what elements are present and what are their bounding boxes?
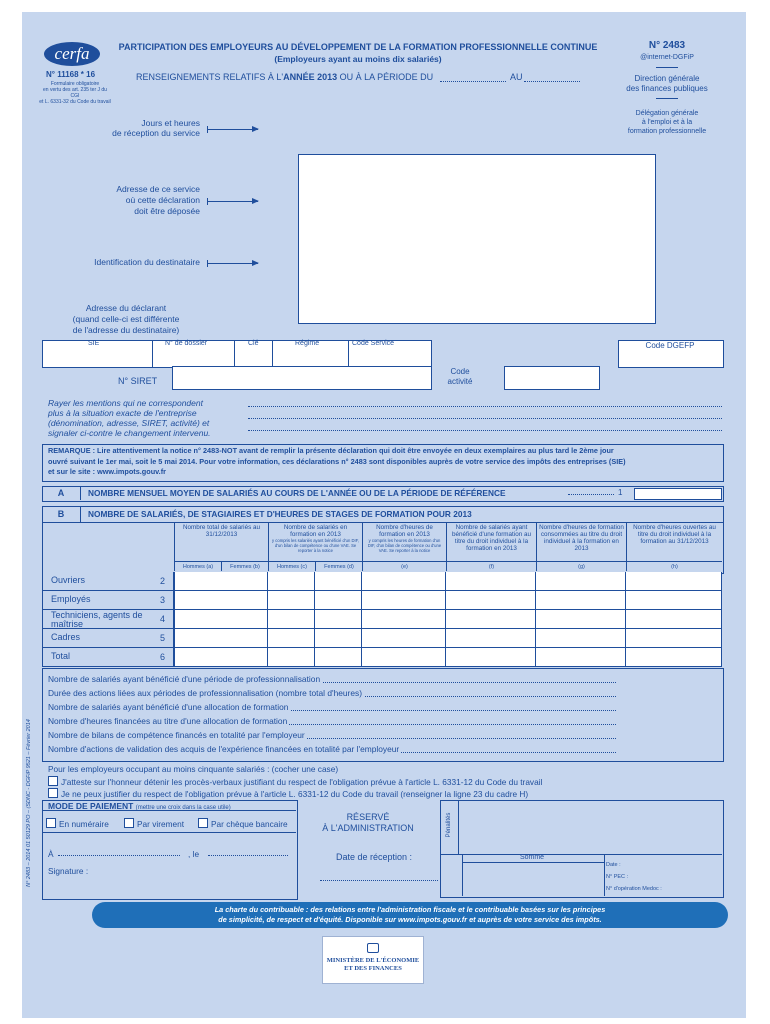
row-number: 5 — [159, 633, 165, 643]
section-a-label: NOMBRE MENSUEL MOYEN DE SALARIÉS AU COURS DE L'ANNÉE OU DE LA PÉRIODE DE RÉFÉRENCE — [88, 488, 506, 498]
table-cell[interactable] — [362, 648, 446, 667]
dgefp-line: Délégation générale — [635, 110, 699, 117]
place-label: À — [48, 849, 54, 859]
payment-transfer-text: Par virement — [137, 819, 185, 829]
line-label: Nombre de bilans de compétence financés en totalité par l'employeur — [48, 730, 305, 740]
column-header-note: y compris les heures de formation d'un DIF, d'un bilan de compétence ou d'une VAE. Se reporter à la notice — [367, 538, 442, 553]
fifty-option-2[interactable] — [48, 788, 528, 799]
payment-title-text: MODE DE PAIEMENT — [48, 801, 134, 811]
declarant-line: (quand celle-ci est différente — [72, 314, 180, 324]
charter-line: La charte du contribuable : des relations entre l'administration fiscale et le contribuable basées sur les principes — [214, 905, 606, 914]
column-header — [626, 523, 722, 561]
arrow-icon — [208, 263, 258, 264]
date-field[interactable] — [208, 855, 288, 856]
declarant-line: Adresse du déclarant — [85, 303, 167, 313]
reception-date-label: Date de réception : — [336, 852, 413, 862]
remark-line: REMARQUE : Lire attentivement la notice n° 2483-NOT avant de remplir la présente déclaration qui doit être envoyée en deux exemplaires au plus tard le 2ème jour — [48, 446, 614, 455]
table-cell[interactable] — [626, 572, 722, 591]
table-cell[interactable] — [362, 572, 446, 591]
arrow-icon — [208, 129, 258, 130]
section-b-label: NOMBRE DE SALARIÉS, DE STAGIAIRES ET D'HEURES DE STAGES DE FORMATION POUR 2013 — [88, 509, 472, 519]
line-label: Nombre d'heures financées au titre d'une allocation de formation — [48, 716, 288, 726]
dgefp-line: à l'emploi et à la — [641, 119, 693, 126]
reserved-line: RÉSERVÉ — [346, 812, 390, 822]
code-activite-label — [428, 367, 492, 387]
code-service-label: Code Service — [352, 340, 395, 347]
table-cell[interactable] — [536, 572, 626, 591]
code-activite-line: activité — [447, 377, 473, 386]
table-cell[interactable] — [268, 572, 315, 591]
correction-field[interactable] — [248, 406, 722, 407]
column-subheader: (h) — [626, 561, 722, 571]
column-header-text: Nombre d'heures de formation consommées au titre du droit individuel à la formation en 2013 — [539, 524, 624, 552]
siret-label: N° SIRET — [118, 376, 158, 386]
column-header — [446, 523, 536, 561]
service-line: où cette déclaration — [125, 195, 200, 205]
table-cell[interactable] — [536, 610, 626, 629]
row-label-text: Total — [51, 651, 71, 661]
period-year: ANNÉE 2013 — [283, 72, 338, 82]
section-b-letter: B — [42, 506, 81, 522]
table-cell[interactable] — [268, 648, 315, 667]
table-cell[interactable] — [221, 629, 268, 648]
row-number: 2 — [159, 576, 165, 586]
form-title: PARTICIPATION DES EMPLOYEURS AU DÉVELOPPEMENT DE LA FORMATION PROFESSIONNELLE CONTINUE — [118, 42, 598, 52]
divider — [462, 854, 463, 896]
table-cell[interactable] — [362, 629, 446, 648]
table-cell[interactable] — [174, 572, 222, 591]
corrections-line: (dénomination, adresse, SIRET, activité) et — [48, 418, 210, 428]
correction-field[interactable] — [248, 430, 722, 431]
dgfip-label — [614, 74, 720, 94]
table-cell[interactable] — [315, 629, 362, 648]
table-cell[interactable] — [221, 572, 268, 591]
divider — [272, 340, 273, 367]
divider — [42, 810, 296, 811]
service-line: doit être déposée — [134, 206, 200, 216]
payment-note: (mettre une croix dans la case utile) — [135, 805, 231, 811]
signature-label: Signature : — [48, 866, 89, 876]
table-cell[interactable] — [221, 591, 268, 610]
section-a-input[interactable] — [634, 488, 722, 500]
table-cell[interactable] — [626, 648, 722, 667]
internet-label: @internet-DGFiP — [640, 54, 694, 61]
column-subheader: Femmes (d) — [315, 561, 362, 571]
column-subheader: (e) — [362, 561, 446, 571]
payment-cheque[interactable] — [198, 818, 288, 829]
corrections-note — [48, 398, 244, 438]
ministry-line: ET DES FINANCES — [344, 965, 402, 972]
declarant-line: de l'adresse du destinataire) — [72, 325, 180, 335]
divider — [152, 340, 153, 367]
row-label — [42, 572, 174, 591]
line-label: Nombre d'actions de validation des acquis de l'expérience financées en totalité par l'employeur — [48, 744, 400, 754]
side-reference: N° 2483 – 2014 01 50129 PO – (SDNC - DGFiP 9521 – Février 2014 — [26, 719, 32, 887]
row-label — [42, 610, 174, 629]
form-page — [22, 12, 746, 1018]
checkbox[interactable] — [46, 818, 56, 828]
payment-cheque-text: Par chèque bancaire — [211, 819, 288, 829]
row-label-text: Cadres — [51, 632, 81, 642]
table-cell[interactable] — [362, 610, 446, 629]
reception-label — [82, 118, 200, 138]
period-mid: OU À LA PÉRIODE DU — [337, 72, 434, 82]
reserved-line: À L'ADMINISTRATION — [322, 823, 414, 833]
table-cell[interactable] — [174, 629, 222, 648]
table-cell[interactable] — [446, 591, 536, 610]
column-subheader: Hommes (c) — [268, 561, 315, 571]
dgefp-label — [606, 109, 728, 136]
regime-label: Régime — [295, 340, 320, 347]
penalties-text: Pénalités — [446, 812, 452, 838]
recipient-label: Identification du destinataire — [94, 257, 200, 267]
siret-input[interactable] — [172, 366, 432, 390]
remark-line: et sur le site : www.impots.gouv.fr — [48, 467, 166, 476]
column-header-text: Nombre de salariés ayant bénéficié d'une formation au titre du droit individuel à la formation en 2013 — [452, 524, 531, 552]
dossier-label: N° de dossier — [165, 340, 208, 347]
cerfa-number: N° 11168 * 16 — [46, 70, 96, 79]
code-activite-line: Code — [450, 367, 470, 376]
admin-date-label: Date : — [606, 862, 621, 868]
column-header — [362, 523, 446, 561]
divider — [656, 98, 678, 99]
penalties-label — [440, 800, 459, 854]
period-to-field[interactable] — [524, 73, 580, 82]
code-activite-input[interactable] — [504, 366, 600, 390]
charter-line: de simplicité, de respect et d'équité. Disponible sur www.impots.gouv.fr et auprès de votre service des impôts. — [218, 915, 602, 924]
reception-line: de réception du service — [112, 128, 200, 138]
table-cell[interactable] — [536, 591, 626, 610]
column-subheader: (f) — [446, 561, 536, 571]
table-cell[interactable] — [268, 591, 315, 610]
dgefp-line: formation professionnelle — [627, 128, 707, 135]
column-subheader: Hommes (a) — [174, 561, 221, 571]
payment-cash-text: En numéraire — [59, 819, 109, 829]
dgfip-line: Direction générale — [634, 74, 700, 83]
divider — [42, 832, 296, 833]
line-label: Durée des actions liées aux périodes de professionnalisation (nombre total d'heures) — [48, 688, 362, 698]
leader-dots — [568, 494, 614, 495]
divider — [348, 340, 349, 367]
column-header — [174, 523, 268, 561]
legal-note-line: en vertu des art. 235 ter J du CGI — [43, 87, 107, 99]
form-subtitle: (Employeurs ayant au moins dix salariés) — [274, 54, 442, 64]
line-label: Nombre de salariés ayant bénéficié d'une allocation de formation — [48, 702, 289, 712]
period-prefix: RENSEIGNEMENTS RELATIFS À L' — [136, 72, 284, 82]
row-number: 3 — [159, 595, 165, 605]
table-cell[interactable] — [446, 648, 536, 667]
date-label: , le — [188, 849, 200, 859]
column-header — [268, 523, 362, 561]
service-line: Adresse de ce service — [116, 184, 200, 194]
legal-note — [38, 81, 112, 105]
column-subheader: (g) — [536, 561, 626, 571]
column-header-note: y compris les salariés ayant bénéficié d'un DIF, d'un bilan de compétence ou d'une VAE. Se reporter à la notice — [272, 538, 359, 553]
table-cell[interactable] — [315, 572, 362, 591]
row-label-text: Ouvriers — [51, 575, 86, 585]
row-label-text: Techniciens, agents de maîtrise — [51, 610, 143, 629]
row-label — [42, 629, 174, 648]
table-cell[interactable] — [268, 610, 315, 629]
corrections-line: Rayer les mentions qui ne correspondent — [48, 398, 203, 408]
column-header-text: Nombre total de salariés au 31/12/2013 — [182, 524, 260, 538]
reception-line: Jours et heures — [141, 118, 200, 128]
table-cell[interactable] — [221, 648, 268, 667]
row-label — [42, 591, 174, 610]
column-subheader: Femmes (b) — [221, 561, 268, 571]
remark-text — [48, 446, 720, 478]
table-cell[interactable] — [315, 648, 362, 667]
service-label — [82, 184, 200, 217]
form-number: N° 2483 — [648, 40, 686, 51]
reserved-label — [312, 812, 424, 834]
divider — [234, 340, 235, 367]
payment-cash[interactable] — [46, 818, 109, 829]
divider — [656, 67, 678, 68]
pec-label: N° PEC : — [606, 874, 629, 880]
reception-date-field[interactable] — [320, 880, 438, 881]
checkbox[interactable] — [48, 788, 58, 798]
checkbox[interactable] — [198, 818, 208, 828]
legal-note-line: et L. 6331-32 du Code du travail — [39, 99, 111, 105]
corrections-line: signaler ci-contre le changement intervenu. — [48, 428, 211, 438]
table-cell[interactable] — [446, 572, 536, 591]
table-cell[interactable] — [626, 610, 722, 629]
section-a-line-number: 1 — [618, 488, 623, 497]
code-dgefp-label: Code DGEFP — [645, 341, 695, 350]
fifty-option-2-text: Je ne peux justifier du respect de l'obligation prévue à l'article L. 6331-12 du Code du travail (renseigner la ligne 23 du cadre H) — [61, 789, 529, 799]
correction-field[interactable] — [248, 418, 722, 419]
period-line — [136, 72, 433, 82]
period-from-field[interactable] — [440, 73, 506, 82]
service-address-box[interactable] — [298, 154, 656, 324]
medoc-label: N° d'opération Medoc : — [606, 886, 662, 892]
date-label-text: le — [192, 849, 200, 859]
column-header-text: Nombre d'heures de formation en 2013 — [376, 524, 433, 538]
section-a-letter: A — [42, 486, 81, 500]
marianne-icon — [367, 943, 379, 953]
table-cell[interactable] — [626, 591, 722, 610]
fifty-intro: Pour les employeurs occupant au moins cinquante salariés : (cocher une case) — [48, 764, 339, 774]
declarant-label — [52, 303, 200, 336]
amount-label: Somme — [519, 854, 545, 861]
payment-box — [42, 800, 298, 900]
line-label: Nombre de salariés ayant bénéficié d'une période de professionnalisation — [48, 674, 321, 684]
cle-label: Clé — [248, 340, 259, 347]
row-number: 6 — [159, 652, 165, 662]
period-to-label: AU — [510, 72, 523, 82]
ministry-line: MINISTÈRE DE L'ÉCONOMIE — [326, 957, 420, 964]
table-cell[interactable] — [536, 648, 626, 667]
place-field[interactable] — [58, 855, 180, 856]
payment-transfer[interactable] — [124, 818, 184, 829]
column-header-text: Nombre d'heures ouvertes au titre du droit individuel à la formation au 31/12/2013 — [633, 524, 716, 545]
table-cell[interactable] — [626, 629, 722, 648]
cerfa-logo: cerfa — [44, 42, 100, 66]
sie-label: SIE — [88, 340, 100, 347]
table-cell[interactable] — [315, 610, 362, 629]
table-cell[interactable] — [446, 610, 536, 629]
admin-box — [440, 800, 724, 898]
checkbox[interactable] — [124, 818, 134, 828]
corrections-line: plus à la situation exacte de l'entreprise — [48, 408, 197, 418]
table-cell[interactable] — [174, 648, 222, 667]
dgfip-line: des finances publiques — [626, 84, 708, 93]
row-label-text: Employés — [51, 594, 91, 604]
table-cell[interactable] — [174, 591, 222, 610]
remark-line: ouvré suivant le 1er mai, soit le 5 mai 2014. Pour votre information, ces déclarations n° 2483 sont disponibles auprès de votre service des impôts des entreprises (SIE) — [48, 456, 626, 466]
checkbox[interactable] — [48, 776, 58, 786]
charter-banner — [92, 902, 728, 928]
table-cell[interactable] — [315, 591, 362, 610]
row-label — [42, 648, 174, 667]
ministry-logo — [322, 936, 424, 984]
fifty-option-1-text: J'atteste sur l'honneur détenir les procès-verbaux justifiant du respect de l'obligation prévue à l'article L. 6331-12 du Code du travail — [61, 777, 543, 787]
table-cell[interactable] — [362, 591, 446, 610]
arrow-icon — [208, 201, 258, 202]
column-header-text: Nombre de salariés en formation en 2013 — [283, 524, 348, 538]
table-cell[interactable] — [221, 610, 268, 629]
legal-note-line: Formulaire obligatoire — [50, 81, 100, 87]
column-header — [536, 523, 626, 561]
table-cell[interactable] — [536, 629, 626, 648]
divider — [604, 854, 605, 896]
table-cell[interactable] — [174, 610, 222, 629]
fifty-option-1[interactable] — [48, 776, 542, 787]
row-number: 4 — [159, 614, 165, 624]
divider — [462, 862, 604, 863]
table-cell[interactable] — [268, 629, 315, 648]
table-cell[interactable] — [446, 629, 536, 648]
